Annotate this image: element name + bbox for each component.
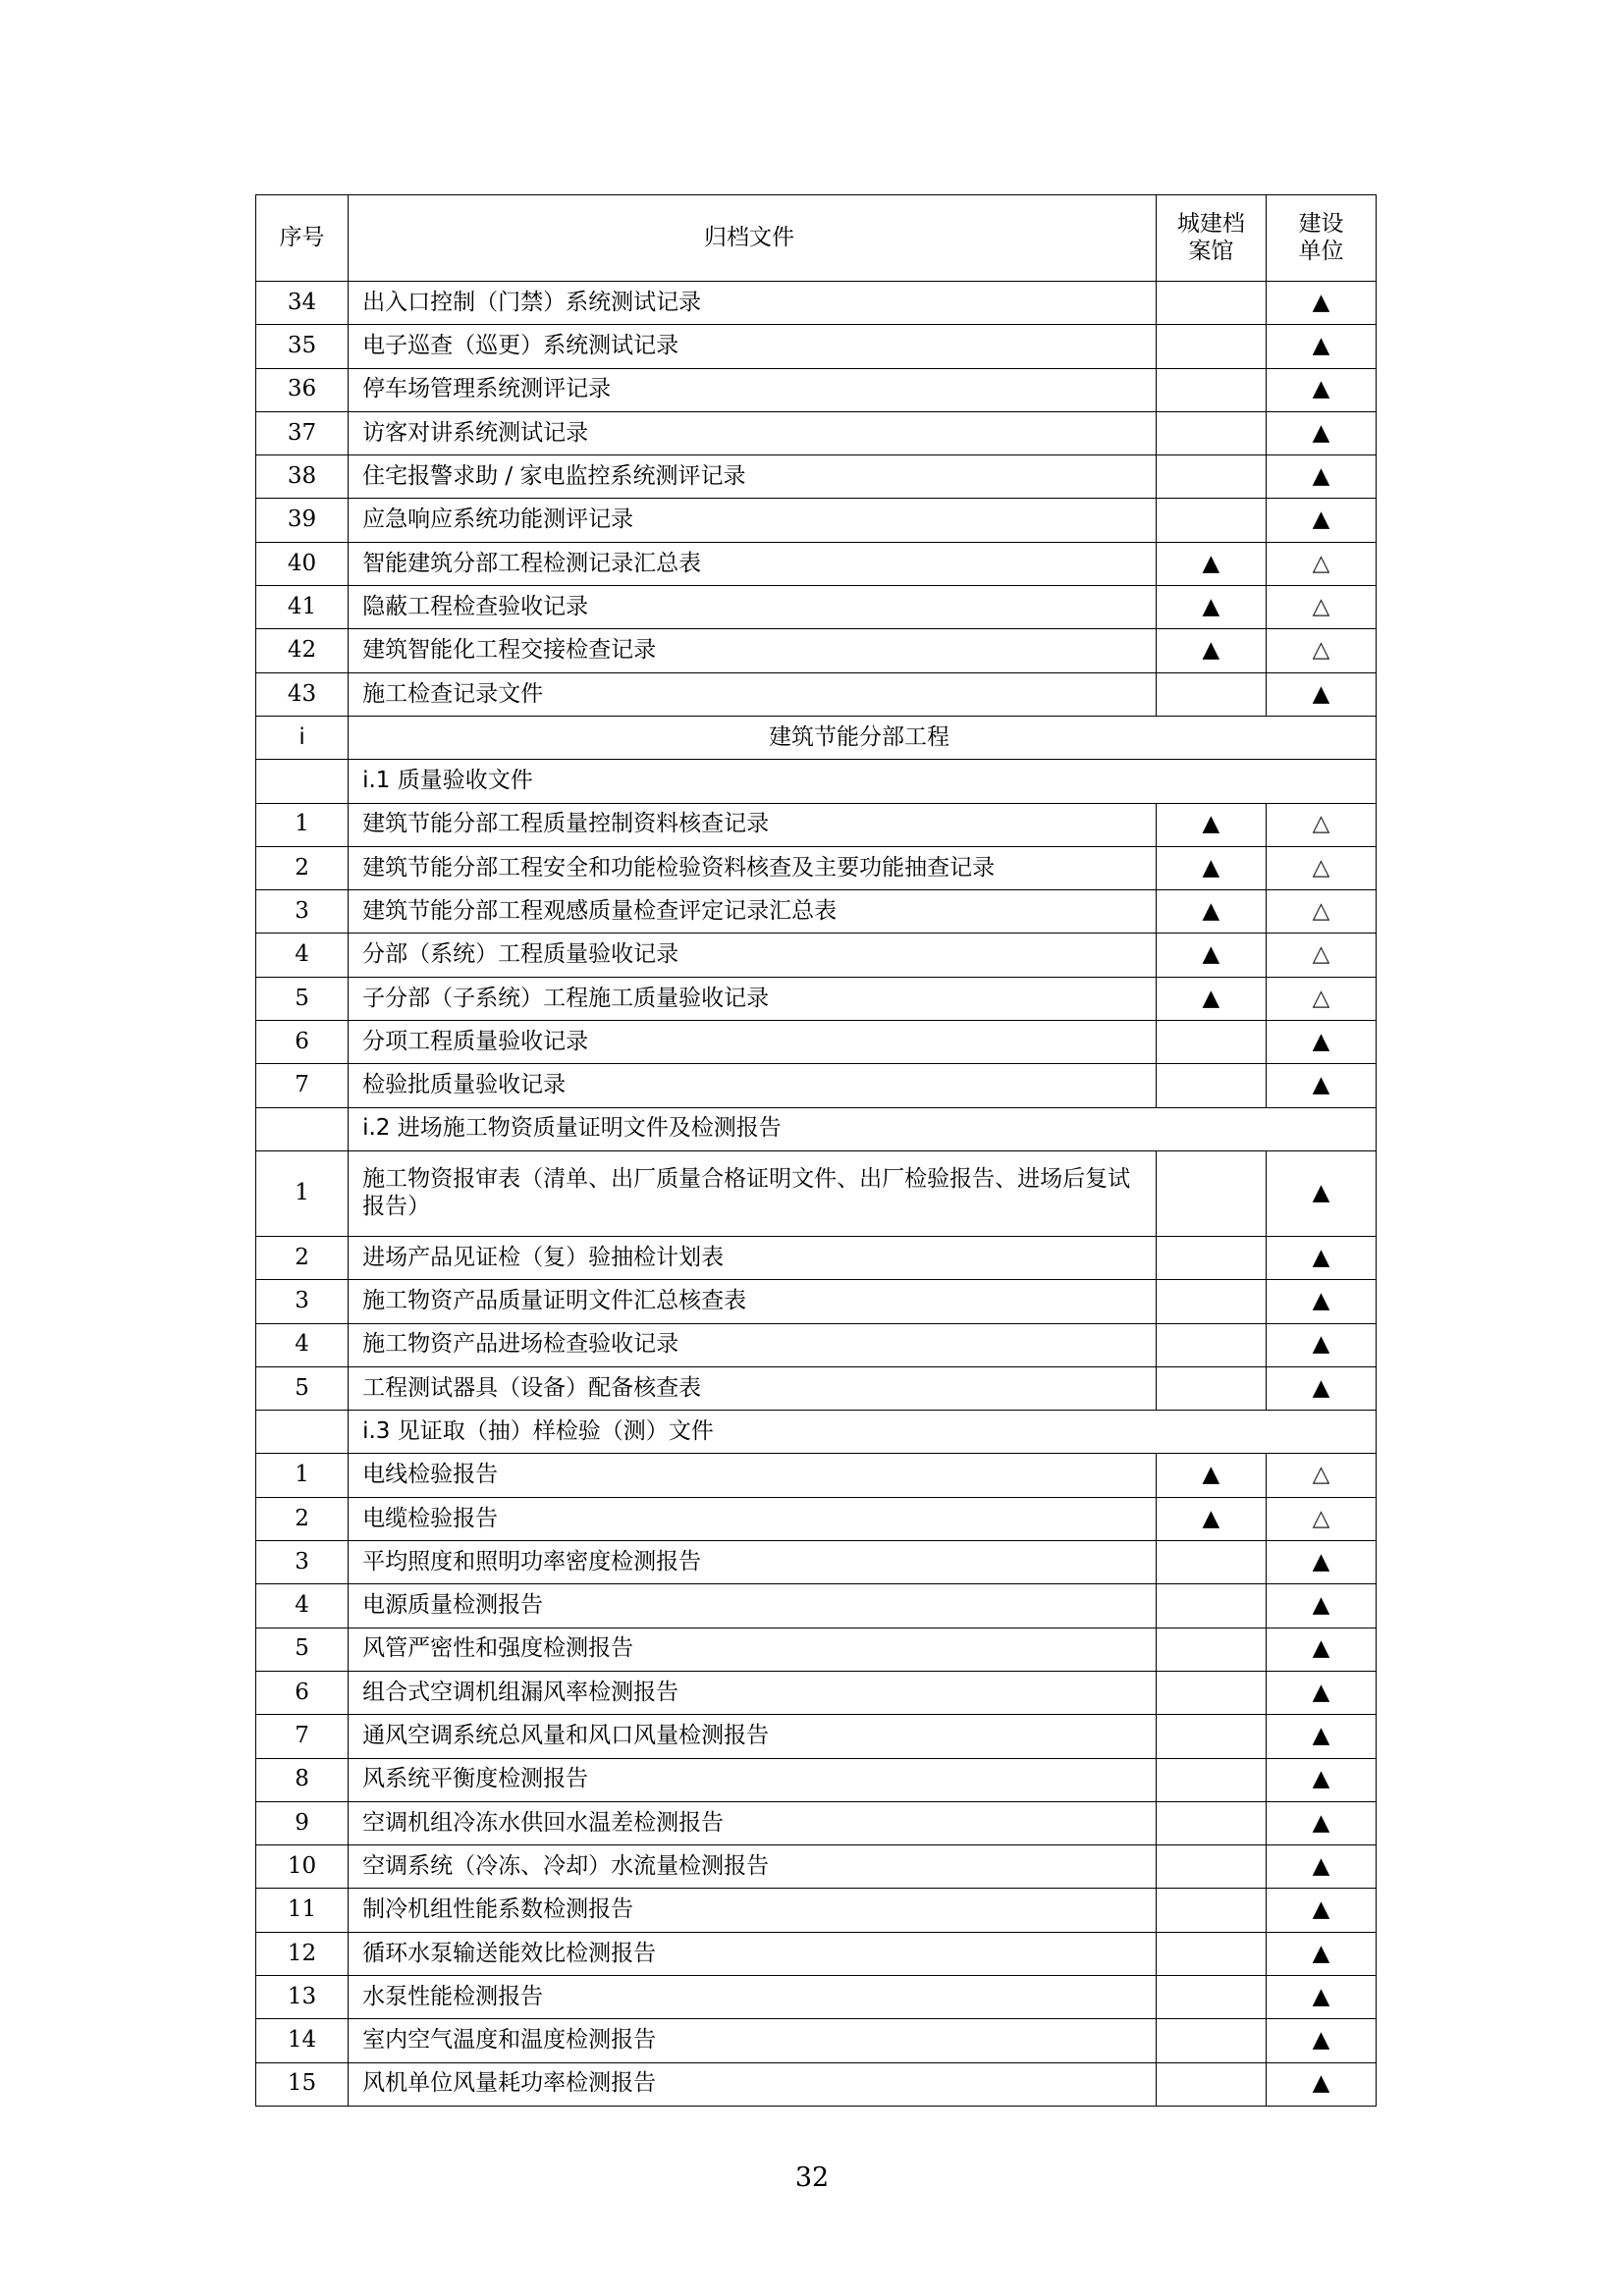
row-unit-mark: ▲ [1266,1889,1376,1932]
row-doc: 检验批质量验收记录 [349,1064,1157,1107]
table-row [256,1280,1377,1323]
row-archive-mark [1156,2062,1266,2106]
row-no: 34 [256,282,349,325]
table-row [256,499,1377,542]
row-archive-mark [1156,1366,1266,1410]
row-unit-mark: ▲ [1266,1236,1376,1279]
row-archive-mark [1156,1280,1266,1323]
row-doc: 分部（系统）工程质量验收记录 [349,934,1157,977]
row-unit-mark: ▲ [1266,1975,1376,2018]
row-doc: 建筑节能分部工程安全和功能检验资料核查及主要功能抽查记录 [349,846,1157,889]
row-archive-mark: ▲ [1156,542,1266,585]
table-row [256,1932,1377,1975]
row-no: 7 [256,1715,349,1758]
row-no: 1 [256,1454,349,1497]
row-no: 6 [256,1671,349,1714]
row-doc: 电源质量检测报告 [349,1584,1157,1628]
table-row [256,1584,1377,1628]
row-archive-mark: ▲ [1156,586,1266,629]
row-doc: 通风空调系统总风量和风口风量检测报告 [349,1715,1157,1758]
row-unit-mark: ▲ [1266,2019,1376,2062]
table-row [256,282,1377,325]
row-unit-mark: ▲ [1266,368,1376,411]
table-row [256,1975,1377,2018]
row-doc: 隐蔽工程检查验收记录 [349,586,1157,629]
table-row [256,1497,1377,1540]
row-no: 3 [256,1280,349,1323]
table-row [256,586,1377,629]
row-doc: 电线检验报告 [349,1454,1157,1497]
subsection-row [256,760,1377,803]
row-no: 12 [256,1932,349,1975]
row-archive-mark [1156,1801,1266,1844]
row-no: 1 [256,803,349,846]
row-no: 41 [256,586,349,629]
row-no: 13 [256,1975,349,2018]
table-row [256,1021,1377,1064]
row-archive-mark [1156,368,1266,411]
row-archive-mark: ▲ [1156,1454,1266,1497]
table-row [256,368,1377,411]
table-row [256,977,1377,1020]
row-unit-mark: △ [1266,542,1376,585]
row-archive-mark: ▲ [1156,890,1266,934]
row-no: 35 [256,325,349,368]
row-doc: 平均照度和照明功率密度检测报告 [349,1541,1157,1584]
row-unit-mark: ▲ [1266,325,1376,368]
row-unit-mark: △ [1266,1454,1376,1497]
row-no: 5 [256,1366,349,1410]
row-no: 1 [256,1150,349,1236]
row-doc: 子分部（子系统）工程施工质量验收记录 [349,977,1157,1020]
table-row [256,325,1377,368]
row-unit-mark: ▲ [1266,2062,1376,2106]
row-archive-mark [1156,1541,1266,1584]
row-archive-mark [1156,1236,1266,1279]
row-archive-mark [1156,1715,1266,1758]
table-row [256,1758,1377,1801]
row-unit-mark: △ [1266,846,1376,889]
row-archive-mark [1156,1671,1266,1714]
row-unit-mark: ▲ [1266,1541,1376,1584]
table-row [256,1541,1377,1584]
row-archive-mark: ▲ [1156,846,1266,889]
archive-table [255,194,1377,2107]
row-unit-mark: ▲ [1266,1584,1376,1628]
row-doc: 出入口控制（门禁）系统测试记录 [349,282,1157,325]
row-no: 10 [256,1845,349,1889]
row-archive-mark: ▲ [1156,934,1266,977]
row-doc: 住宅报警求助 / 家电监控系统测评记录 [349,455,1157,499]
row-archive-mark [1156,1323,1266,1366]
row-doc: 停车场管理系统测评记录 [349,368,1157,411]
row-no: 5 [256,1628,349,1671]
header-archive [1156,195,1266,282]
row-archive-mark [1156,1628,1266,1671]
row-no: 40 [256,542,349,585]
row-no: 3 [256,890,349,934]
row-unit-mark: ▲ [1266,282,1376,325]
table-row [256,1715,1377,1758]
table-row [256,2019,1377,2062]
page-number: 32 [794,2163,830,2193]
row-no: 15 [256,2062,349,2106]
table-row [256,846,1377,889]
row-archive-mark [1156,2019,1266,2062]
row-doc: 智能建筑分部工程检测记录汇总表 [349,542,1157,585]
table-row [256,1236,1377,1279]
subsection-title: i.1 质量验收文件 [349,760,1377,803]
row-archive-mark [1156,1845,1266,1889]
row-no: 7 [256,1064,349,1107]
table-header-row [256,195,1377,282]
row-archive-mark [1156,499,1266,542]
row-archive-mark [1156,1021,1266,1064]
table-row [256,1845,1377,1889]
table-row [256,542,1377,585]
row-doc: 电缆检验报告 [349,1497,1157,1540]
row-doc: 水泵性能检测报告 [349,1975,1157,2018]
row-doc: 应急响应系统功能测评记录 [349,499,1157,542]
row-no: 5 [256,977,349,1020]
row-no: 2 [256,1236,349,1279]
table-row [256,1366,1377,1410]
row-unit-mark: △ [1266,629,1376,672]
row-doc: 循环水泵输送能效比检测报告 [349,1932,1157,1975]
row-archive-mark: ▲ [1156,629,1266,672]
row-no: 2 [256,1497,349,1540]
row-unit-mark: ▲ [1266,1715,1376,1758]
subsection-title: i.3 见证取（抽）样检验（测）文件 [349,1411,1377,1454]
table-row [256,1889,1377,1932]
header-unit-line2: 单位 [1298,238,1344,264]
table-row [256,455,1377,499]
row-archive-mark [1156,672,1266,716]
row-doc: 访客对讲系统测试记录 [349,411,1157,454]
row-doc: 进场产品见证检（复）验抽检计划表 [349,1236,1157,1279]
row-archive-mark: ▲ [1156,803,1266,846]
row-doc: 建筑节能分部工程观感质量检查评定记录汇总表 [349,890,1157,934]
subsection-row [256,1107,1377,1150]
row-unit-mark: ▲ [1266,1845,1376,1889]
row-no: 4 [256,1323,349,1366]
row-no: 9 [256,1801,349,1844]
row-archive-mark [1156,282,1266,325]
row-archive-mark [1156,1932,1266,1975]
row-unit-mark: ▲ [1266,1150,1376,1236]
row-no: 14 [256,2019,349,2062]
row-unit-mark: ▲ [1266,1932,1376,1975]
table-row [256,1454,1377,1497]
row-unit-mark: ▲ [1266,1671,1376,1714]
section-no: i [256,716,349,759]
row-no: 4 [256,1584,349,1628]
row-unit-mark: △ [1266,934,1376,977]
row-doc: 组合式空调机组漏风率检测报告 [349,1671,1157,1714]
header-archive-line2: 案馆 [1188,238,1234,264]
row-archive-mark [1156,1064,1266,1107]
row-no: 3 [256,1541,349,1584]
table-row [256,1064,1377,1107]
table-row [256,629,1377,672]
row-archive-mark [1156,1584,1266,1628]
row-doc: 风系统平衡度检测报告 [349,1758,1157,1801]
table-row [256,1801,1377,1844]
row-doc: 建筑智能化工程交接检查记录 [349,629,1157,672]
header-archive-line1: 城建档 [1176,210,1245,237]
row-unit-mark: ▲ [1266,1366,1376,1410]
header-doc: 归档文件 [349,195,1157,282]
row-unit-mark: ▲ [1266,672,1376,716]
row-unit-mark: ▲ [1266,1628,1376,1671]
row-unit-mark: ▲ [1266,455,1376,499]
row-doc: 施工检查记录文件 [349,672,1157,716]
row-no: 4 [256,934,349,977]
row-archive-mark [1156,1975,1266,2018]
row-no: 39 [256,499,349,542]
subsection-row [256,1411,1377,1454]
row-unit-mark: △ [1266,1497,1376,1540]
row-no: 42 [256,629,349,672]
row-no: 11 [256,1889,349,1932]
table-row [256,2062,1377,2106]
row-unit-mark: △ [1266,586,1376,629]
table-row [256,411,1377,454]
row-archive-mark: ▲ [1156,977,1266,1020]
row-doc: 电子巡查（巡更）系统测试记录 [349,325,1157,368]
row-doc: 空调系统（冷冻、冷却）水流量检测报告 [349,1845,1157,1889]
row-doc: 风机单位风量耗功率检测报告 [349,2062,1157,2106]
row-archive-mark: ▲ [1156,1497,1266,1540]
table-row [256,1628,1377,1671]
row-archive-mark [1156,411,1266,454]
row-no: 37 [256,411,349,454]
row-archive-mark [1156,325,1266,368]
table-row [256,1323,1377,1366]
row-doc: 施工物资产品质量证明文件汇总核查表 [349,1280,1157,1323]
row-doc: 空调机组冷冻水供回水温差检测报告 [349,1801,1157,1844]
row-doc: 分项工程质量验收记录 [349,1021,1157,1064]
row-unit-mark: ▲ [1266,1323,1376,1366]
row-no: 38 [256,455,349,499]
row-doc: 风管严密性和强度检测报告 [349,1628,1157,1671]
row-no: 2 [256,846,349,889]
row-unit-mark: ▲ [1266,1021,1376,1064]
table-row [256,803,1377,846]
table-row [256,1150,1377,1236]
row-archive-mark [1156,1889,1266,1932]
row-no: 8 [256,1758,349,1801]
row-doc: 制冷机组性能系数检测报告 [349,1889,1157,1932]
row-doc: 施工物资报审表（清单、出厂质量合格证明文件、出厂检验报告、进场后复试报告） [349,1150,1157,1236]
row-no: 36 [256,368,349,411]
row-doc: 建筑节能分部工程质量控制资料核查记录 [349,803,1157,846]
row-doc: 施工物资产品进场检查验收记录 [349,1323,1157,1366]
row-unit-mark: △ [1266,890,1376,934]
row-unit-mark: ▲ [1266,411,1376,454]
row-archive-mark [1156,1150,1266,1236]
row-unit-mark: ▲ [1266,1758,1376,1801]
section-title: 建筑节能分部工程 [349,716,1377,759]
row-unit-mark: △ [1266,977,1376,1020]
row-unit-mark: ▲ [1266,499,1376,542]
row-archive-mark [1156,1758,1266,1801]
row-doc: 室内空气温度和温度检测报告 [349,2019,1157,2062]
row-no: 43 [256,672,349,716]
subsection-title: i.2 进场施工物资质量证明文件及检测报告 [349,1107,1377,1150]
row-no: 6 [256,1021,349,1064]
row-doc: 工程测试器具（设备）配备核查表 [349,1366,1157,1410]
row-archive-mark [1156,455,1266,499]
row-unit-mark: ▲ [1266,1064,1376,1107]
header-unit-line1: 建设 [1298,210,1344,237]
table-row [256,934,1377,977]
header-no: 序号 [256,195,349,282]
table-row [256,672,1377,716]
row-unit-mark: △ [1266,803,1376,846]
row-unit-mark: ▲ [1266,1801,1376,1844]
table-row [256,890,1377,934]
section-row [256,716,1377,759]
header-unit [1266,195,1376,282]
table-row [256,1671,1377,1714]
row-unit-mark: ▲ [1266,1280,1376,1323]
